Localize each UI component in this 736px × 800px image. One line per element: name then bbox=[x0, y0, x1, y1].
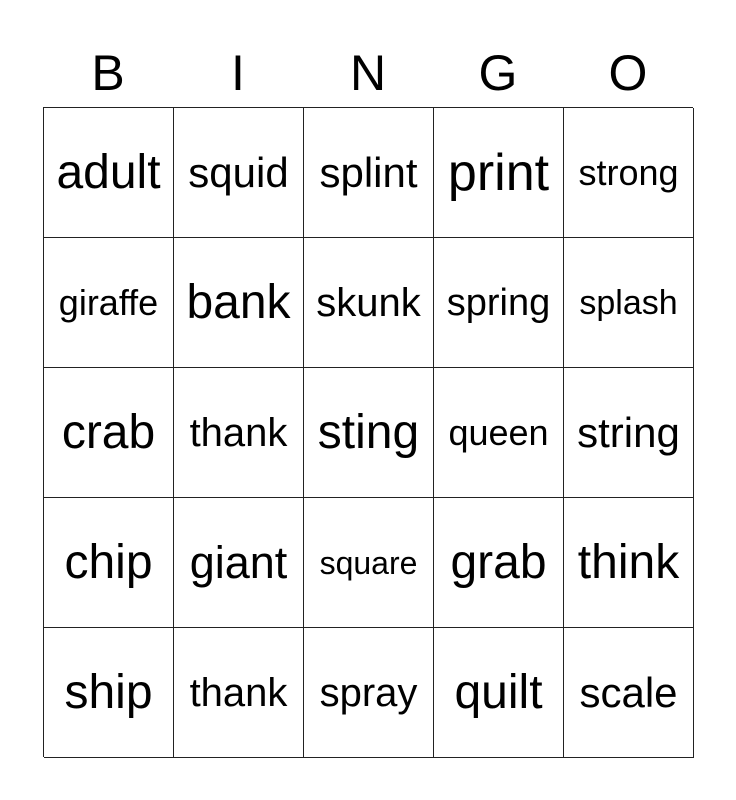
bingo-cell: thank bbox=[174, 628, 304, 758]
bingo-cell: thank bbox=[174, 368, 304, 498]
bingo-cell: strong bbox=[564, 108, 694, 238]
header-letter-o: O bbox=[608, 45, 648, 101]
bingo-cell: grab bbox=[434, 498, 564, 628]
bingo-cell: string bbox=[564, 368, 694, 498]
bingo-board bbox=[43, 107, 693, 757]
bingo-cell: spray bbox=[304, 628, 434, 758]
header-letter-i: I bbox=[231, 45, 245, 101]
bingo-cell: bank bbox=[174, 238, 304, 368]
bingo-cell: skunk bbox=[304, 238, 434, 368]
bingo-cell: think bbox=[564, 498, 694, 628]
bingo-cell: queen bbox=[434, 368, 564, 498]
header-letter-n: N bbox=[349, 45, 387, 101]
header-letter-g: G bbox=[478, 45, 518, 101]
header-letter-b: B bbox=[91, 45, 125, 101]
bingo-cell: sting bbox=[304, 368, 434, 498]
bingo-cell: spring bbox=[434, 238, 564, 368]
bingo-cell: square bbox=[304, 498, 434, 628]
bingo-cell: chip bbox=[44, 498, 174, 628]
bingo-cell: ship bbox=[44, 628, 174, 758]
bingo-cell: print bbox=[434, 108, 564, 238]
bingo-cell: quilt bbox=[434, 628, 564, 758]
bingo-header bbox=[43, 38, 693, 108]
bingo-cell: giraffe bbox=[44, 238, 174, 368]
bingo-cell: scale bbox=[564, 628, 694, 758]
bingo-cell: adult bbox=[44, 108, 174, 238]
bingo-cell: splash bbox=[564, 238, 694, 368]
bingo-cell: crab bbox=[44, 368, 174, 498]
bingo-cell: splint bbox=[304, 108, 434, 238]
bingo-cell: squid bbox=[174, 108, 304, 238]
bingo-cell: giant bbox=[174, 498, 304, 628]
